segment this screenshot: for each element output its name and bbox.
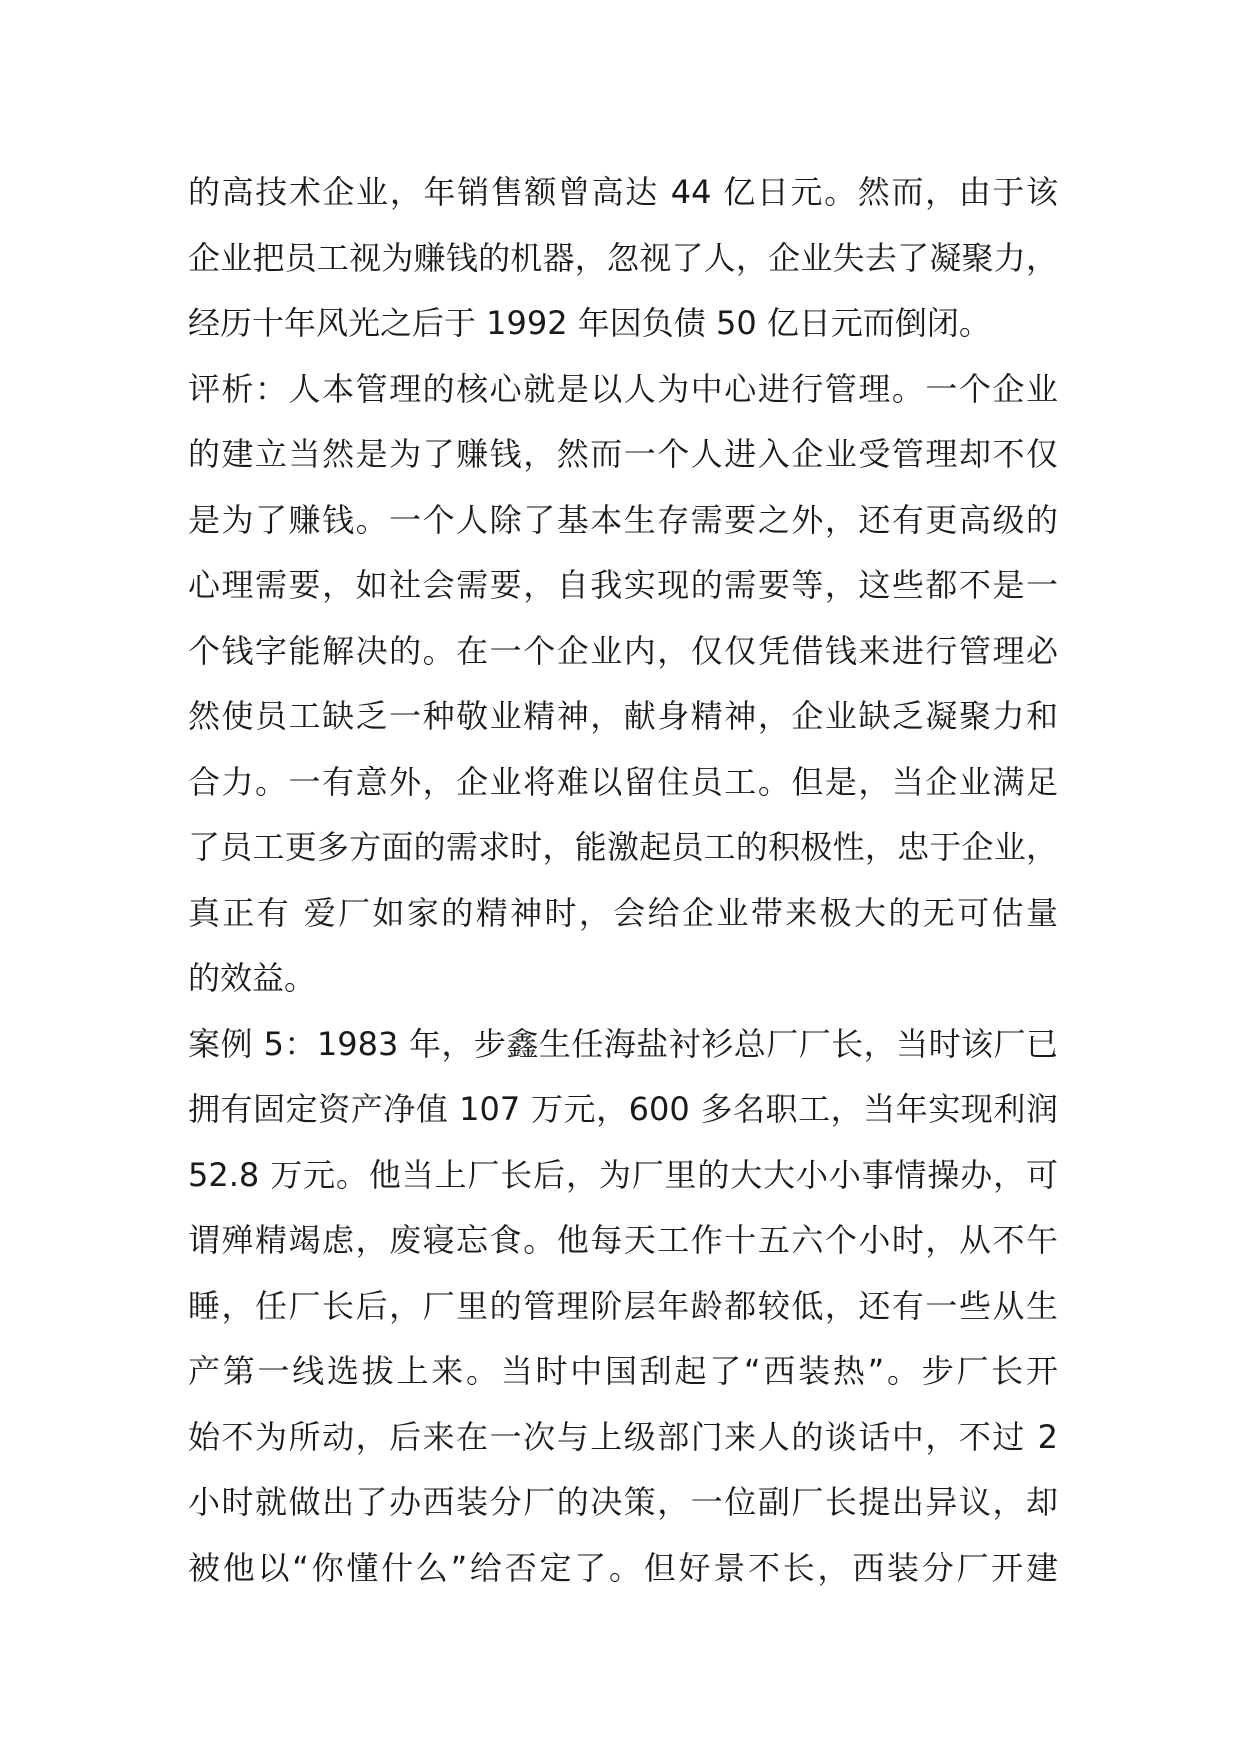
text-line: 的建立当然是为了赚钱，然而一个人进入企业受管理却不仅 <box>188 435 1058 473</box>
text-line: 始不为所动，后来在一次与上级部门来人的谈话中，不过 2 <box>188 1417 1058 1456</box>
text-line: 企业把员工视为赚钱的机器，忽视了人，企业失去了凝聚力， <box>188 238 1058 277</box>
text-line: 了员工更多方面的需求时，能激起员工的积极性，忠于企业， <box>188 828 1058 866</box>
text-line: 真正有 爱厂如家的精神时，会给企业带来极大的无可估量 <box>188 893 1058 932</box>
text-line: 产第一线选拔上来。当时中国刮起了“西装热”。步厂长开 <box>188 1352 1058 1390</box>
text-line: 案例 5：1983 年，步鑫生任海盐衬衫总厂厂长，当时该厂已 <box>188 1024 1058 1063</box>
text-line: 拥有固定资产净值 107 万元，600 多名职工，当年实现利润 <box>188 1090 1058 1128</box>
text-line: 个钱字能解决的。在一个企业内，仅仅凭借钱来进行管理必 <box>188 631 1058 670</box>
text-line: 睡，任厂长后，厂里的管理阶层年龄都较低，还有一些从生 <box>188 1286 1058 1325</box>
text-line: 心理需要，如社会需要，自我实现的需要等，这些都不是一 <box>188 566 1058 604</box>
text-line: 的效益。 <box>188 959 317 997</box>
text-line: 谓殚精竭虑，废寝忘食。他每天工作十五六个小时，从不午 <box>188 1221 1058 1259</box>
text-line: 合力。一有意外，企业将难以留住员工。但是，当企业满足 <box>188 762 1058 801</box>
text-line: 小时就做出了办西装分厂的决策，一位副厂长提出异议，却 <box>188 1483 1058 1521</box>
text-line: 的高技术企业，年销售额曾高达 44 亿日元。然而，由于该 <box>188 173 1058 211</box>
text-line: 是为了赚钱。一个人除了基本生存需要之外，还有更高级的 <box>188 500 1058 539</box>
text-line: 然使员工缺乏一种敬业精神，献身精神，企业缺乏凝聚力和 <box>188 697 1058 735</box>
text-line: 被他以“你懂什么”给否定了。但好景不长，西装分厂开建 <box>188 1548 1058 1587</box>
text-line: 52.8 万元。他当上厂长后，为厂里的大大小小事情操办，可 <box>188 1155 1058 1194</box>
text-line: 评析：人本管理的核心就是以人为中心进行管理。一个企业 <box>188 369 1058 408</box>
body-text <box>188 160 1058 1601</box>
text-line: 经历十年风光之后于 1992 年因负债 50 亿日元而倒闭。 <box>188 304 991 342</box>
